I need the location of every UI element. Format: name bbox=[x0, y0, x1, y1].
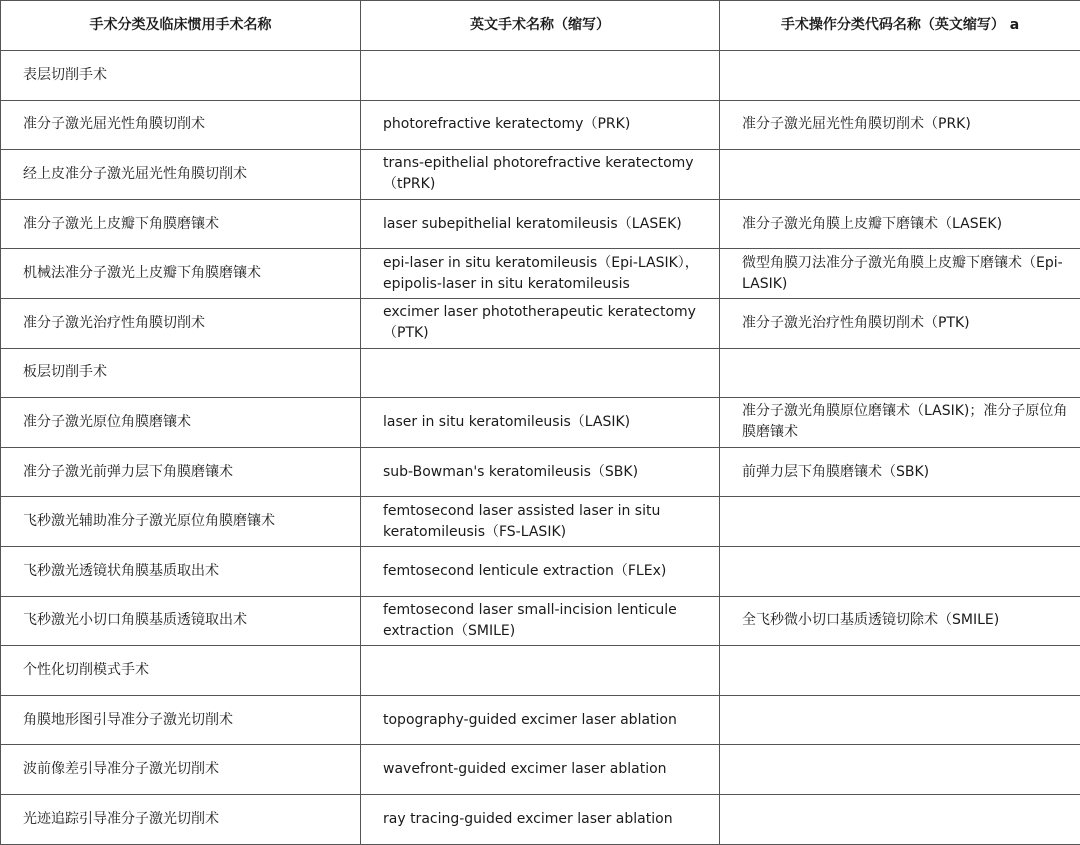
cell-operation-code-name bbox=[720, 745, 1080, 795]
cell-clinical-name: 准分子激光前弹力层下角膜磨镶术 bbox=[1, 447, 361, 497]
cell-operation-code-name: 微型角膜刀法准分子激光角膜上皮瓣下磨镶术（Epi-LASIK) bbox=[720, 249, 1080, 299]
cell-clinical-name: 角膜地形图引导准分子激光切削术 bbox=[1, 695, 361, 745]
cell-english-name: excimer laser phototherapeutic keratectomy（PTK) bbox=[361, 298, 720, 348]
table-row bbox=[1, 447, 1080, 497]
table-header-row bbox=[1, 1, 1080, 51]
cell-operation-code-name: 全飞秒微小切口基质透镜切除术（SMILE) bbox=[720, 596, 1080, 646]
cell-english-name: femtosecond laser small-incision lenticule extraction（SMILE) bbox=[361, 596, 720, 646]
table-row bbox=[1, 596, 1080, 646]
cell-english-name bbox=[361, 51, 720, 101]
cell-operation-code-name: 前弹力层下角膜磨镶术（SBK) bbox=[720, 447, 1080, 497]
cell-clinical-name: 机械法准分子激光上皮瓣下角膜磨镶术 bbox=[1, 249, 361, 299]
cell-clinical-name: 表层切削手术 bbox=[1, 51, 361, 101]
cell-english-name: femtosecond lenticule extraction（FLEx) bbox=[361, 546, 720, 596]
table-row bbox=[1, 695, 1080, 745]
cell-english-name: photorefractive keratectomy（PRK) bbox=[361, 100, 720, 150]
table-row bbox=[1, 398, 1080, 448]
cell-clinical-name: 飞秒激光辅助准分子激光原位角膜磨镶术 bbox=[1, 497, 361, 547]
cell-operation-code-name: 准分子激光角膜上皮瓣下磨镶术（LASEK) bbox=[720, 199, 1080, 249]
cell-clinical-name: 飞秒激光小切口角膜基质透镜取出术 bbox=[1, 596, 361, 646]
cell-clinical-name: 准分子激光原位角膜磨镶术 bbox=[1, 398, 361, 448]
cell-operation-code-name bbox=[720, 546, 1080, 596]
table-row bbox=[1, 100, 1080, 150]
cell-english-name: ray tracing-guided excimer laser ablation bbox=[361, 794, 720, 844]
cell-clinical-name: 准分子激光屈光性角膜切削术 bbox=[1, 100, 361, 150]
header-operation-code-name: 手术操作分类代码名称（英文缩写） a bbox=[720, 1, 1080, 51]
cell-operation-code-name bbox=[720, 695, 1080, 745]
cell-operation-code-name bbox=[720, 348, 1080, 398]
table-row bbox=[1, 348, 1080, 398]
table-row bbox=[1, 745, 1080, 795]
cell-english-name: wavefront-guided excimer laser ablation bbox=[361, 745, 720, 795]
table-row bbox=[1, 249, 1080, 299]
cell-clinical-name: 板层切削手术 bbox=[1, 348, 361, 398]
cell-operation-code-name bbox=[720, 794, 1080, 844]
cell-english-name bbox=[361, 646, 720, 696]
table-row bbox=[1, 794, 1080, 844]
cell-english-name: laser in situ keratomileusis（LASIK) bbox=[361, 398, 720, 448]
cell-english-name: trans-epithelial photorefractive keratectomy（tPRK) bbox=[361, 150, 720, 200]
cell-english-name: sub-Bowman's keratomileusis（SBK) bbox=[361, 447, 720, 497]
cell-english-name bbox=[361, 348, 720, 398]
cell-operation-code-name bbox=[720, 646, 1080, 696]
cell-operation-code-name: 准分子激光治疗性角膜切削术（PTK) bbox=[720, 298, 1080, 348]
cell-english-name: topography-guided excimer laser ablation bbox=[361, 695, 720, 745]
cell-clinical-name: 波前像差引导准分子激光切削术 bbox=[1, 745, 361, 795]
cell-clinical-name: 准分子激光上皮瓣下角膜磨镶术 bbox=[1, 199, 361, 249]
cell-clinical-name: 飞秒激光透镜状角膜基质取出术 bbox=[1, 546, 361, 596]
cell-operation-code-name: 准分子激光屈光性角膜切削术（PRK) bbox=[720, 100, 1080, 150]
cell-clinical-name: 个性化切削模式手术 bbox=[1, 646, 361, 696]
table-row bbox=[1, 497, 1080, 547]
table-row bbox=[1, 546, 1080, 596]
cell-clinical-name: 经上皮准分子激光屈光性角膜切削术 bbox=[1, 150, 361, 200]
cell-english-name: laser subepithelial keratomileusis（LASEK) bbox=[361, 199, 720, 249]
table-row bbox=[1, 298, 1080, 348]
table-row bbox=[1, 150, 1080, 200]
cell-operation-code-name bbox=[720, 497, 1080, 547]
table-row bbox=[1, 51, 1080, 101]
table-row bbox=[1, 646, 1080, 696]
table-row bbox=[1, 199, 1080, 249]
header-clinical-name: 手术分类及临床惯用手术名称 bbox=[1, 1, 361, 51]
cell-operation-code-name: 准分子激光角膜原位磨镶术（LASIK)；准分子原位角膜磨镶术 bbox=[720, 398, 1080, 448]
cell-clinical-name: 准分子激光治疗性角膜切削术 bbox=[1, 298, 361, 348]
header-english-name: 英文手术名称（缩写） bbox=[361, 1, 720, 51]
cell-operation-code-name bbox=[720, 150, 1080, 200]
cell-english-name: femtosecond laser assisted laser in situ keratomileusis（FS-LASIK) bbox=[361, 497, 720, 547]
cell-clinical-name: 光迹追踪引导准分子激光切削术 bbox=[1, 794, 361, 844]
cell-english-name: epi-laser in situ keratomileusis（Epi-LASIK），epipolis-laser in situ keratomileusis bbox=[361, 249, 720, 299]
cell-operation-code-name bbox=[720, 51, 1080, 101]
